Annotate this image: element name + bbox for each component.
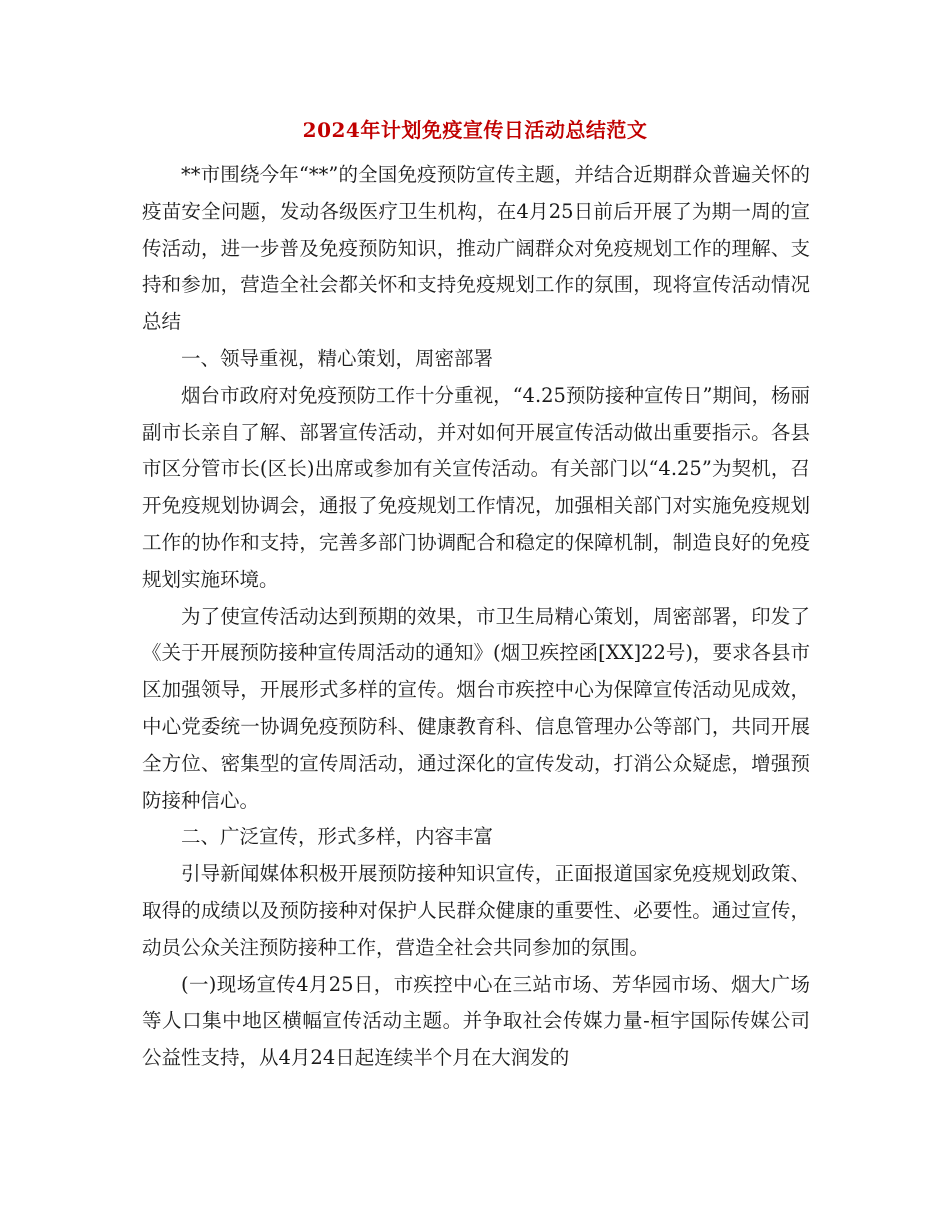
section-heading-2: 二、广泛宣传，形式多样，内容丰富: [181, 825, 494, 849]
document-title: 2024年计划免疫宣传日活动总结范文: [302, 118, 648, 142]
paragraph-intro: **市围绕今年“**”的全国免疫预防宣传主题，并结合近期群众普遍关怀的疫苗安全问题，发动各级医疗卫生机构，在4月25日前后开展了为期一周的宣传活动，进一步普及免疫预防知识，推动广阔群众对免疫规划工作的理解、支持和参加，营造全社会都关怀和支持免疫规划工作的氛围，现将宣传活动情况总结: [142, 163, 810, 334]
paragraph-government: 烟台市政府对免疫预防工作十分重视，“4.25预防接种宣传日”期间，杨丽副市长亲自了解、部署宣传活动，并对如何开展宣传活动做出重要指示。各县市区分管市长(区长)出席或参加有关宣传活动。有关部门以“4.25”为契机，召开免疫规划协调会，通报了免疫规划工作情况，加强相关部门对实施免疫规划工作的协作和支持，完善多部门协调配合和稳定的保障机制，制造良好的免疫规划实施环境。: [142, 383, 810, 591]
paragraph-media: 引导新闻媒体积极开展预防接种知识宣传，正面报道国家免疫规划政策、取得的成绩以及预防接种对保护人民群众健康的重要性、必要性。通过宣传，动员公众关注预防接种工作，营造全社会共同参加的氛围。: [142, 862, 810, 959]
paragraph-onsite: (一)现场宣传4月25日，市疾控中心在三站市场、芳华园市场、烟大广场等人口集中地区横幅宣传活动主题。并争取社会传媒力量-桓宇国际传媒公司公益性支持，从4月24日起连续半个月在大润发的: [142, 972, 810, 1070]
document-body: [142, 157, 810, 1077]
paragraph-health-bureau: 为了使宣传活动达到预期的效果，市卫生局精心策划，周密部署，印发了《关于开展预防接种宣传周活动的通知》(烟卫疾控函[XX]22号)，要求各县市区加强领导，开展形式多样的宣传。烟台市疾控中心为保障宣传活动见成效，中心党委统一协调免疫预防科、健康教育科、信息管理办公等部门，共同开展全方位、密集型的宣传周活动，通过深化的宣传发动，打消公众疑虑，增强预防接种信心。: [142, 604, 811, 812]
section-heading-1: 一、领导重视，精心策划，周密部署: [181, 346, 494, 370]
